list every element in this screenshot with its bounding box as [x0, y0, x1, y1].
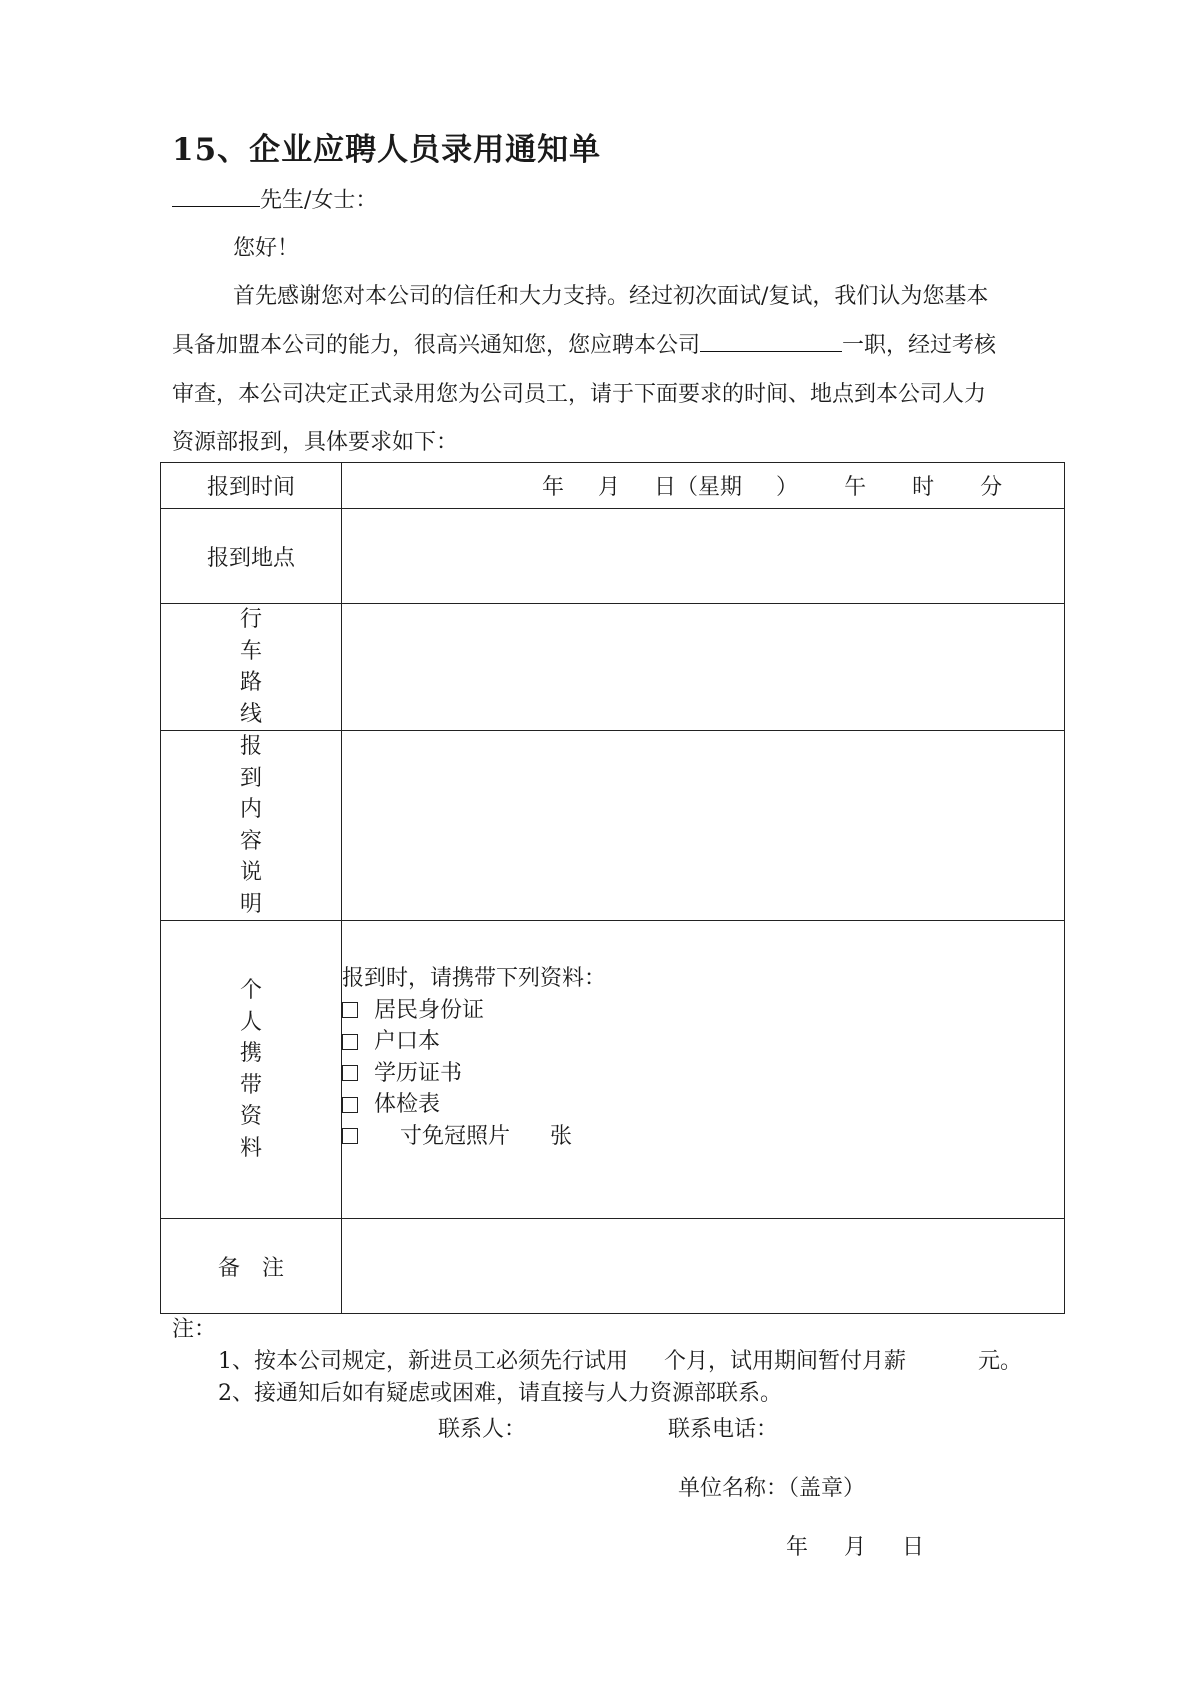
note-1-start: 1、按本公司规定，新进员工必须先行试用: [218, 1349, 628, 1374]
notes-heading: 注：: [172, 1317, 217, 1342]
label-materials: [161, 921, 342, 1219]
body-line-3: 审查，本公司决定正式录用您为公司员工，请于下面要求的时间、地点到本公司人力: [172, 382, 987, 407]
value-materials: [342, 921, 1065, 1219]
name-blank[interactable]: [172, 184, 260, 207]
row-content: [161, 731, 1065, 921]
position-blank[interactable]: [700, 329, 842, 352]
time-weekday-close: ）: [776, 475, 799, 500]
checklist-item-label: 寸免冠照片: [400, 1123, 511, 1149]
materials-char: 人: [239, 1009, 262, 1035]
document-title: 15、企业应聘人员录用通知单: [172, 132, 602, 168]
materials-char: 个: [239, 978, 262, 1003]
registration-table: [160, 462, 1065, 1314]
contact-person-label: 联系人：: [438, 1417, 527, 1442]
label-report-time: 报到时间: [161, 463, 342, 509]
time-day: 日（星期: [654, 475, 743, 500]
note-1: [218, 1346, 1022, 1378]
checklist-item-photo[interactable]: [342, 1121, 1064, 1153]
value-report-time[interactable]: [342, 463, 1065, 509]
checkbox-icon[interactable]: [342, 1002, 358, 1018]
date-year: 年: [786, 1535, 809, 1560]
row-report-place: [161, 509, 1065, 604]
body-line-2: [172, 321, 996, 370]
content-char: 到: [239, 765, 262, 791]
materials-intro: 报到时，请携带下列资料：: [342, 966, 607, 991]
materials-char: 料: [239, 1135, 262, 1161]
photo-unit: 张: [550, 1123, 573, 1149]
greeting: 您好！: [233, 236, 300, 261]
label-remark: 备 注: [161, 1219, 342, 1314]
checklist-item-label: 居民身份证: [374, 997, 485, 1023]
materials-checklist: [342, 963, 1064, 1152]
time-ampm: 午: [844, 475, 867, 500]
body-line-2-start: 具备加盟本公司的能力，很高兴通知您，您应聘本公司: [172, 333, 701, 358]
checklist-item-label: 体检表: [374, 1092, 441, 1117]
body-line-1: 首先感谢您对本公司的信任和大力支持。经过初次面试/复试，我们认为您基本: [233, 284, 989, 309]
checklist-item[interactable]: [342, 995, 1064, 1027]
value-remark[interactable]: [342, 1219, 1065, 1314]
salutation-suffix: 先生/女士：: [260, 188, 378, 213]
checkbox-icon[interactable]: [342, 1034, 358, 1050]
checklist-item[interactable]: [342, 1026, 1064, 1058]
content-char: 容: [239, 828, 262, 854]
label-content: [161, 731, 342, 921]
value-route[interactable]: [342, 604, 1065, 731]
checklist-item[interactable]: [342, 1089, 1064, 1121]
materials-char: 携: [239, 1041, 262, 1066]
checklist-item-label: 户口本: [374, 1029, 441, 1054]
route-char: 行: [239, 607, 262, 632]
label-report-place: 报到地点: [161, 509, 342, 604]
company-name-label: 单位名称：（盖章）: [678, 1476, 866, 1501]
content-char: 说: [239, 860, 262, 885]
materials-char: 资: [239, 1104, 262, 1129]
note-1-end: 元。: [978, 1349, 1023, 1374]
time-minute: 分: [980, 475, 1003, 500]
checklist-item[interactable]: [342, 1058, 1064, 1090]
materials-char: 带: [239, 1072, 262, 1098]
row-route: [161, 604, 1065, 731]
value-report-place[interactable]: [342, 509, 1065, 604]
body-line-2-end: 一职，经过考核: [842, 333, 997, 358]
checkbox-icon[interactable]: [342, 1128, 358, 1144]
note-1-middle: 个月，试用期间暂付月薪: [664, 1349, 907, 1374]
contact-phone-label: 联系电话：: [668, 1417, 779, 1442]
time-hour: 时: [912, 475, 935, 500]
salutation: [172, 176, 377, 225]
date-day: 日: [902, 1535, 925, 1560]
row-remark: [161, 1219, 1065, 1314]
content-char: 内: [239, 797, 262, 822]
checklist-item-label: 学历证书: [374, 1060, 463, 1086]
route-char: 车: [239, 638, 262, 664]
date-month: 月: [844, 1535, 867, 1560]
value-content[interactable]: [342, 731, 1065, 921]
row-report-time: [161, 463, 1065, 509]
body-line-4: 资源部报到，具体要求如下：: [172, 430, 459, 455]
checkbox-icon[interactable]: [342, 1097, 358, 1113]
content-char: 明: [239, 891, 262, 917]
content-char: 报: [239, 734, 262, 759]
time-year: 年: [542, 475, 565, 500]
route-char: 线: [239, 701, 262, 727]
time-month: 月: [598, 475, 621, 500]
note-2: 2、接通知后如有疑虑或困难，请直接与人力资源部联系。: [218, 1381, 782, 1406]
row-materials: [161, 921, 1065, 1219]
route-char: 路: [239, 670, 262, 695]
label-route: [161, 604, 342, 731]
signature-date: [786, 1530, 924, 1561]
checkbox-icon[interactable]: [342, 1065, 358, 1081]
